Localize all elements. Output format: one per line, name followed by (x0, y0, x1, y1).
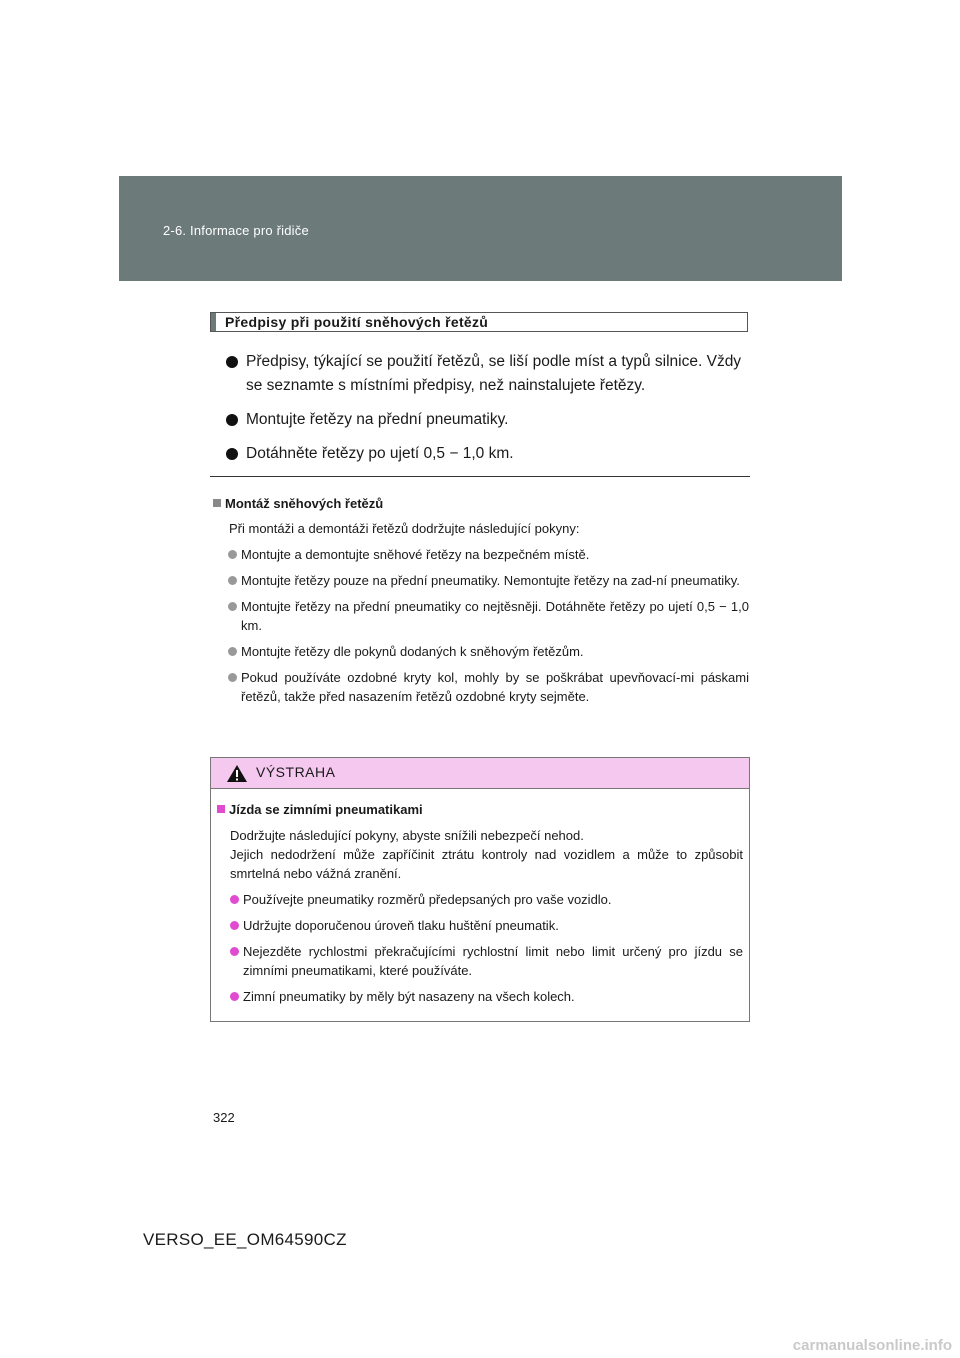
warning-item-text: Zimní pneumatiky by měly být nasazeny na všech kolech. (243, 989, 575, 1004)
warning-item-text: Používejte pneumatiky rozměrů předepsaných pro vaše vozidlo. (243, 892, 612, 907)
bullet-dot-icon (226, 448, 238, 460)
rules-list-item (226, 408, 756, 432)
warning-para1: Dodržujte následující pokyny, abyste snížili nebezpečí nehod. (230, 828, 584, 843)
warning-box (210, 757, 750, 1022)
chapter-header-band (119, 176, 842, 281)
title-accent-bar (211, 313, 216, 331)
rules-list-item (226, 442, 756, 466)
warning-heading (217, 801, 743, 819)
chapter-title: 2-6. Informace pro řidiče (163, 223, 309, 238)
bullet-dot-icon (230, 992, 239, 1001)
rules-title-text: Předpisy při použití sněhových řetězů (225, 314, 489, 330)
mounting-list-item (213, 597, 749, 635)
rules-item-text: Montujte řetězy na přední pneumatiky. (246, 411, 509, 428)
mounting-item-text: Montujte řetězy na přední pneumatiky co nejtěsněji. Dotáhněte řetězy po ujetí 0,5 − 1,0 km. (241, 599, 749, 633)
mounting-item-text: Pokud používáte ozdobné kryty kol, mohly by se poškrábat upevňovací-mi páskami řetězů, takže před nasazením řetězů ozdobné kryty sejměte. (241, 670, 749, 704)
warning-header (211, 758, 749, 789)
bullet-dot-icon (230, 921, 239, 930)
section-divider (210, 476, 750, 477)
warning-item-text: Udržujte doporučenou úroveň tlaku huštění pneumatik. (243, 918, 559, 933)
square-bullet-icon (213, 499, 221, 507)
warning-para2: Jejich nedodržení může zapříčinit ztrátu kontroly nad vozidlem a může to způsobit smrtelná nebo vážná zranění. (230, 847, 743, 881)
warning-list-item (217, 942, 743, 980)
mounting-item-text: Montujte a demontujte sněhové řetězy na bezpečném místě. (241, 547, 590, 562)
mounting-list-item (213, 668, 749, 706)
bullet-dot-icon (230, 895, 239, 904)
warning-body (211, 789, 749, 1006)
bullet-dot-icon (228, 576, 237, 585)
square-bullet-icon (217, 805, 225, 813)
page-number: 322 (213, 1110, 235, 1125)
warning-triangle-icon (226, 764, 248, 783)
mounting-list-item (213, 571, 749, 590)
warning-heading-text: Jízda se zimními pneumatikami (229, 802, 423, 817)
watermark: carmanualsonline.info (792, 1337, 952, 1354)
rules-list-item (226, 350, 756, 398)
mounting-heading-text: Montáž sněhových řetězů (225, 496, 384, 511)
mounting-item-text: Montujte řetězy dle pokynů dodaných k sněhovým řetězům. (241, 644, 584, 659)
warning-list-item (217, 916, 743, 935)
bullet-dot-icon (226, 414, 238, 426)
mounting-heading (213, 495, 749, 513)
warning-title: VÝSTRAHA (256, 764, 336, 780)
warning-list-item (217, 890, 743, 909)
bullet-dot-icon (228, 647, 237, 656)
bullet-dot-icon (228, 673, 237, 682)
rules-item-text: Dotáhněte řetězy po ujetí 0,5 − 1,0 km. (246, 445, 514, 462)
mounting-intro: Při montáži a demontáži řetězů dodržujte následující pokyny: (229, 521, 580, 536)
bullet-dot-icon (228, 550, 237, 559)
warning-paragraph (217, 826, 743, 883)
warning-item-text: Nejezděte rychlostmi překračujícími rychlostní limit nebo limit určený pro jízdu se zimními pneumatikami, které používáte. (243, 944, 743, 978)
rules-item-text: Předpisy, týkající se použití řetězů, se liší podle míst a typů silnice. Vždy se seznamte s místními předpisy, než nainstalujete řetězy. (246, 353, 742, 394)
rules-list (226, 350, 756, 476)
document-code: VERSO_EE_OM64590CZ (143, 1230, 347, 1249)
mounting-section (213, 495, 749, 713)
mounting-list-item (213, 545, 749, 564)
bullet-dot-icon (230, 947, 239, 956)
rules-box-title (210, 312, 748, 332)
mounting-item-text: Montujte řetězy pouze na přední pneumatiky. Nemontujte řetězy na zad-ní pneumatiky. (241, 573, 740, 588)
bullet-dot-icon (226, 356, 238, 368)
mounting-list-item (213, 642, 749, 661)
warning-list-item (217, 987, 743, 1006)
bullet-dot-icon (228, 602, 237, 611)
